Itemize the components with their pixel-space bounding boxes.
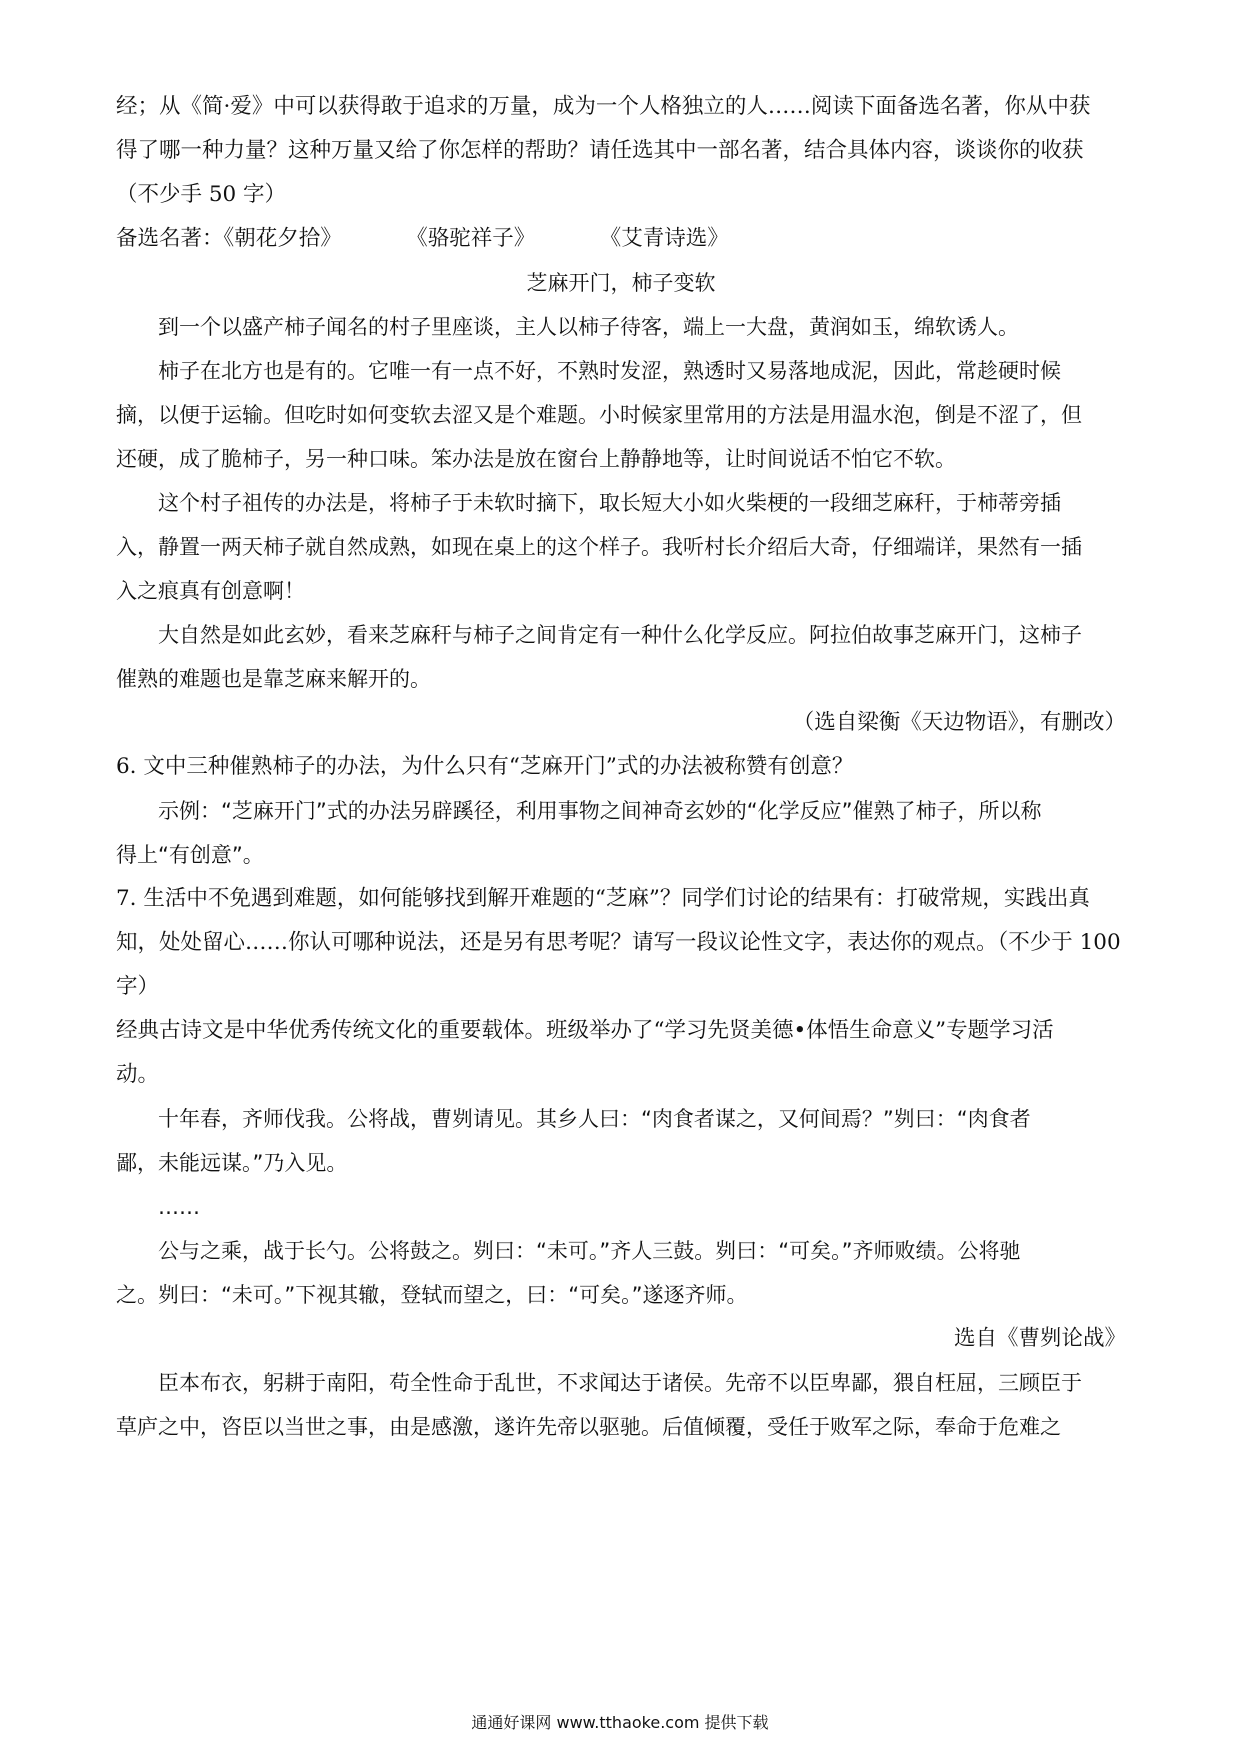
classical-source: 选自《曹刿论战》	[953, 1326, 1126, 1351]
ellipsis: ……	[158, 1195, 200, 1219]
text-line: 得了哪一种力量？这种万量又给了你怎样的帮助？请任选其中一部名著，结合具体内容，谈谈你的收获	[116, 138, 1084, 163]
passage-source: （选自梁衡《天边物语》，有删改）	[792, 710, 1126, 735]
passage-paragraph-line: 催熟的难题也是靠芝麻来解开的。	[116, 667, 431, 691]
question-7: 知，处处留心……你认可哪种说法，还是另有思考呢？请写一段议论性文字，表达你的观点。（不少于 100	[116, 930, 1121, 955]
classical-text-line: 十年春，齐师伐我。公将战，曹刿请见。其乡人曰：“肉食者谋之，又何间焉？”刿曰：“肉食者	[158, 1107, 1031, 1131]
classical-text-line: 臣本布衣，躬耕于南阳，苟全性命于乱世，不求闻达于诸侯。先帝不以臣卑鄙，猥自枉屈，三顾臣于	[158, 1371, 1082, 1395]
text-line: 经；从《简·爱》中可以获得敢于追求的万量，成为一个人格独立的人……阅读下面备选名著，你从中获	[116, 94, 1091, 119]
classical-text-line: 鄙，未能远谋。”乃入见。	[116, 1151, 348, 1175]
passage-paragraph-line: 这个村子祖传的办法是，将柿子于未软时摘下，取长短大小如火柴梗的一段细芝麻秆，于柿蒂旁插	[158, 491, 1061, 515]
passage-title: 芝麻开门，柿子变软	[526, 271, 716, 295]
section-intro: 动。	[116, 1062, 160, 1087]
passage-paragraph-line: 到一个以盛产柿子闻名的村子里座谈，主人以柿子待客，端上一大盘，黄润如玉，绵软诱人。	[158, 315, 1019, 339]
text-line: （不少手 50 字）	[116, 182, 287, 207]
text-line: 备选名著：《朝花夕拾》 《骆驼祥子》 《艾青诗选》	[116, 226, 729, 251]
question-7: 7. 生活中不免遇到难题，如何能够找到解开难题的“芝麻”？同学们讨论的结果有：打破常规，实践出真	[116, 886, 1090, 911]
passage-paragraph-line: 大自然是如此玄妙，看来芝麻秆与柿子之间肯定有一种什么化学反应。阿拉伯故事芝麻开门，这柿子	[158, 623, 1082, 647]
classical-text-line: 公与之乘，战于长勺。公将鼓之。刿曰：“未可。”齐人三鼓。刿曰：“可矣。”齐师败绩。公将驰	[158, 1239, 1021, 1263]
answer-example: 示例：“芝麻开门”式的办法另辟蹊径，利用事物之间神奇玄妙的“化学反应”催熟了柿子，所以称	[158, 799, 1042, 823]
classical-text-line: 草庐之中，咨臣以当世之事，由是感激，遂许先帝以驱驰。后值倾覆，受任于败军之际，奉命于危难之	[116, 1415, 1061, 1439]
passage-paragraph-line: 摘，以便于运输。但吃时如何变软去涩又是个难题。小时候家里常用的方法是用温水泡，倒是不涩了，但	[116, 403, 1082, 427]
passage-paragraph-line: 入，静置一两天柿子就自然成熟，如现在桌上的这个样子。我听村长介绍后大奇，仔细端详，果然有一插	[116, 535, 1082, 559]
page-footer: 通通好课网 www.tthaoke.com 提供下载	[471, 1713, 769, 1732]
classical-text-line: 之。刿曰：“未可。”下视其辙，登轼而望之，曰：“可矣。”遂逐齐师。	[116, 1283, 748, 1307]
section-intro: 经典古诗文是中华优秀传统文化的重要载体。班级举办了“学习先贤美德•体悟生命意义”专题学习活	[116, 1018, 1054, 1043]
answer-example: 得上“有创意”。	[116, 843, 264, 867]
passage-paragraph-line: 入之痕真有创意啊！	[116, 579, 305, 603]
question-6: 6. 文中三种催熟柿子的办法，为什么只有“芝麻开门”式的办法被称赞有创意？	[116, 754, 854, 779]
passage-paragraph-line: 柿子在北方也是有的。它唯一有一点不好，不熟时发涩，熟透时又易落地成泥，因此，常趁硬时候	[158, 359, 1061, 383]
question-7: 字）	[116, 974, 160, 999]
passage-paragraph-line: 还硬，成了脆柿子，另一种口味。笨办法是放在窗台上静静地等，让时间说话不怕它不软。	[116, 447, 956, 471]
